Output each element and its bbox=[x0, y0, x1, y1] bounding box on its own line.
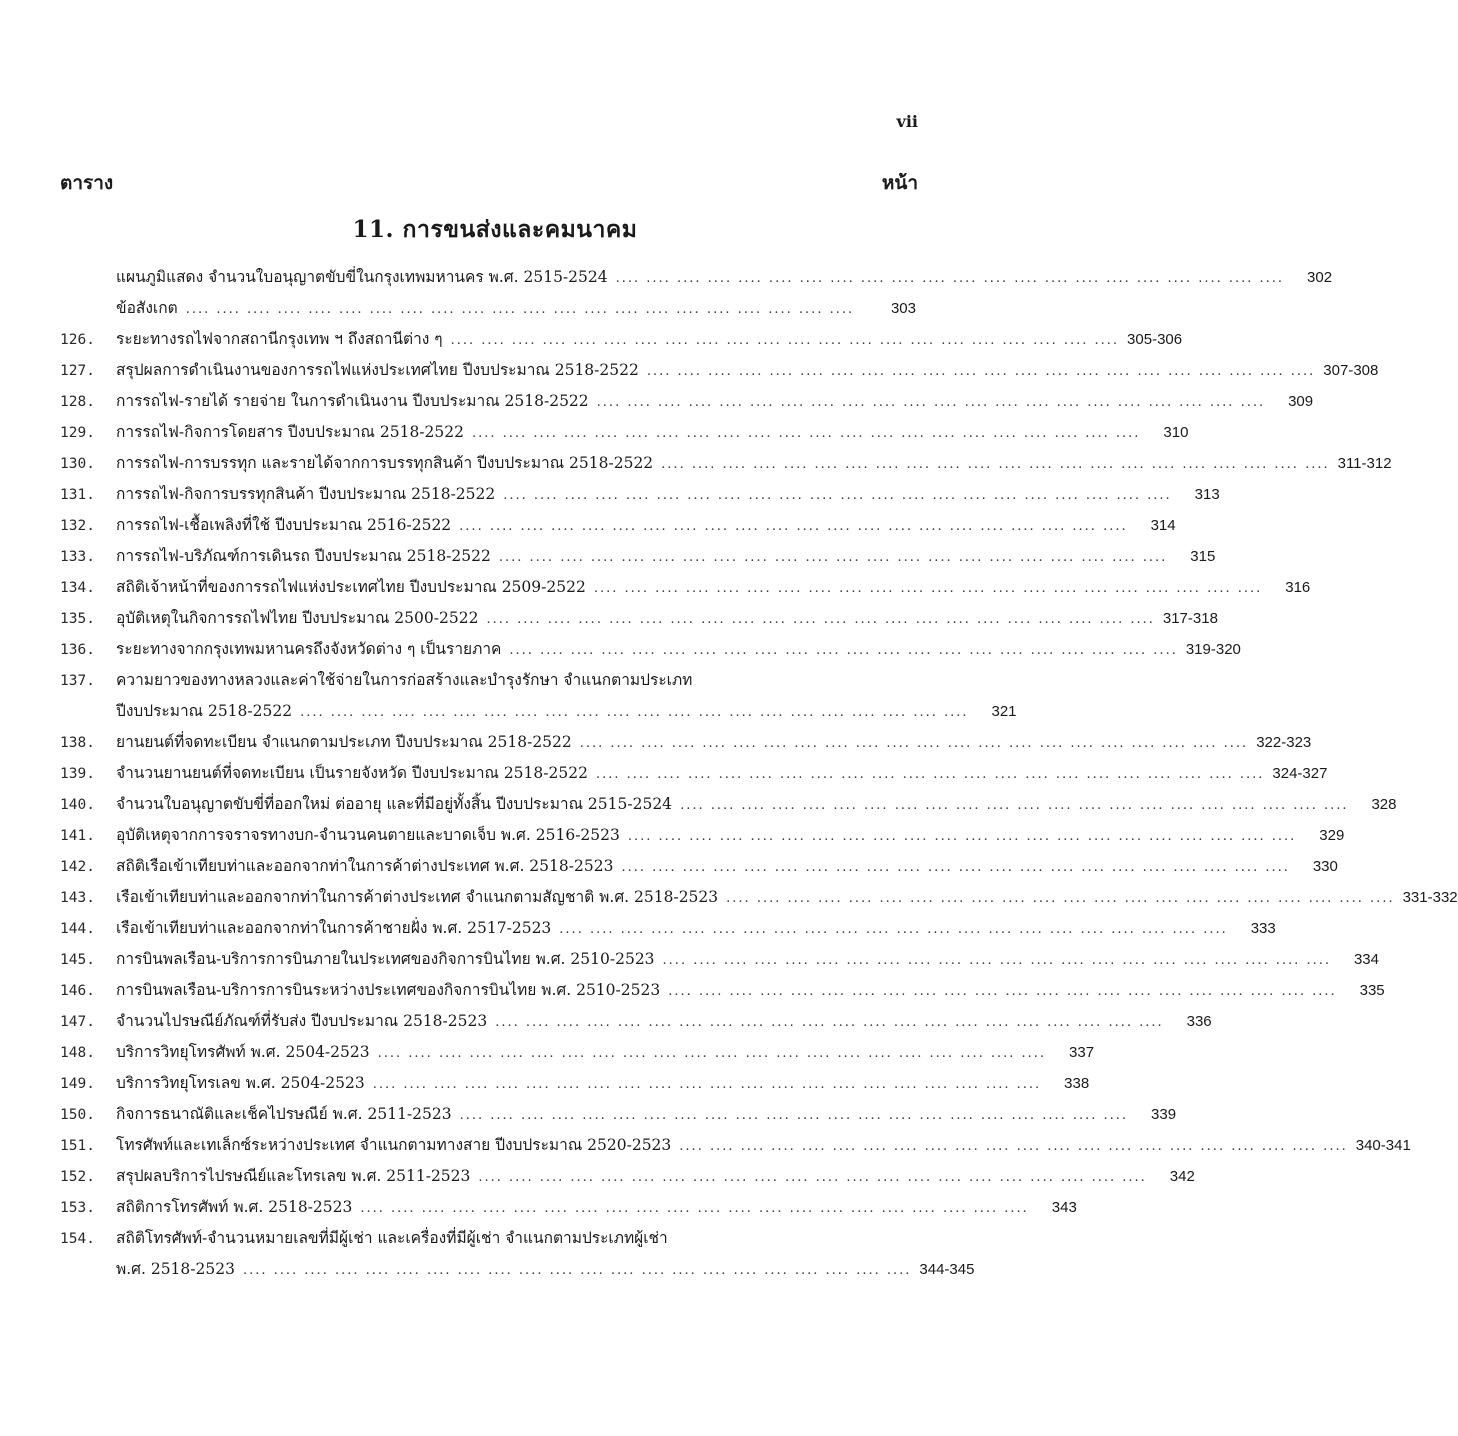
entry-number: 127. bbox=[60, 363, 95, 379]
toc-entry bbox=[60, 758, 1328, 789]
entry-page: 315 bbox=[1190, 548, 1216, 565]
entry-title: การบินพลเรือน-บริการการบินภายในประเทศของกิจการบินไทย พ.ศ. 2510-2523 bbox=[116, 950, 655, 968]
entry-title: ระยะทางจากกรุงเทพมหานครถึงจังหวัดต่าง ๆ เป็นรายภาค bbox=[116, 640, 502, 658]
entry-title: สถิติเจ้าหน้าที่ของการรถไฟแห่งประเทศไทย ปีงบประมาณ 2509-2522 bbox=[116, 578, 586, 596]
toc-entry bbox=[60, 820, 1345, 851]
dot-leader bbox=[718, 883, 1402, 914]
entry-title: การรถไฟ-บริภัณฑ์การเดินรถ ปีงบประมาณ 2518-2522 bbox=[116, 547, 491, 565]
toc-entry-line bbox=[60, 1254, 975, 1285]
toc-entry-line bbox=[60, 665, 916, 696]
dot-leader bbox=[572, 728, 1256, 759]
entry-title-continued: ปีงบประมาณ 2518-2522 bbox=[116, 702, 293, 720]
toc-entry bbox=[60, 1099, 1177, 1130]
entry-page: 324-327 bbox=[1272, 765, 1328, 782]
toc-entry bbox=[60, 913, 1276, 944]
entry-number: 138. bbox=[60, 735, 95, 751]
entry-title: ข้อสังเกต bbox=[116, 299, 178, 317]
entry-title: ยานยนต์ที่จดทะเบียน จำแนกตามประเภท ปีงบประมาณ 2518-2522 bbox=[116, 733, 572, 751]
entry-number: 126. bbox=[60, 332, 95, 348]
toc-entry bbox=[60, 262, 1333, 293]
entry-page: 309 bbox=[1288, 393, 1314, 410]
entry-page: 319-320 bbox=[1185, 641, 1241, 658]
entry-number: 136. bbox=[60, 642, 95, 658]
dot-leader bbox=[655, 945, 1339, 976]
toc-entry bbox=[60, 448, 1392, 479]
toc-entry bbox=[60, 479, 1220, 510]
toc-entry bbox=[60, 417, 1189, 448]
column-header-page: หน้า bbox=[881, 172, 918, 194]
entry-title: แผนภูมิแสดง จำนวนใบอนุญาตขับขี่ในกรุงเทพมหานคร พ.ศ. 2515-2524 bbox=[116, 268, 608, 286]
toc-entry bbox=[60, 665, 1017, 727]
entry-title: อุบัติเหตุจากการจราจรทางบก-จำนวนคนตายและบาดเจ็บ พ.ศ. 2516-2523 bbox=[116, 826, 620, 844]
dot-leader bbox=[470, 1162, 1154, 1193]
toc-entry bbox=[60, 1037, 1095, 1068]
toc-entry bbox=[60, 603, 1218, 634]
toc-entry bbox=[60, 1006, 1212, 1037]
entry-title: การรถไฟ-กิจการบรรทุกสินค้า ปีงบประมาณ 2518-2522 bbox=[116, 485, 496, 503]
entry-title: บริการวิทยุโทรศัพท์ พ.ศ. 2504-2523 bbox=[116, 1043, 370, 1061]
entry-page: 303 bbox=[890, 300, 916, 317]
page-number: vii bbox=[896, 112, 918, 131]
toc-entry bbox=[60, 851, 1338, 882]
entry-number: 151. bbox=[60, 1138, 95, 1154]
toc-entry bbox=[60, 572, 1311, 603]
dot-leader bbox=[639, 356, 1323, 387]
toc-entry bbox=[60, 1161, 1195, 1192]
entry-page: 329 bbox=[1319, 827, 1345, 844]
entry-title: กิจการธนาณัติและเช็คไปรษณีย์ พ.ศ. 2511-2523 bbox=[116, 1105, 452, 1123]
toc-entry bbox=[60, 541, 1216, 572]
entry-number: 141. bbox=[60, 828, 95, 844]
entry-number: 132. bbox=[60, 518, 95, 534]
toc-entry bbox=[60, 1223, 975, 1285]
toc-entry bbox=[60, 324, 1183, 355]
toc-entry bbox=[60, 386, 1314, 417]
dot-leader bbox=[589, 387, 1273, 418]
entry-page: 330 bbox=[1312, 858, 1338, 875]
entry-title: โทรศัพท์และเทเล็กซ์ระหว่างประเทศ จำแนกตามทางสาย ปีงบประมาณ 2520-2523 bbox=[116, 1136, 672, 1154]
dot-leader bbox=[495, 480, 1179, 511]
entry-page: 333 bbox=[1250, 920, 1276, 937]
entry-number: 152. bbox=[60, 1169, 95, 1185]
entry-title: การรถไฟ-กิจการโดยสาร ปีงบประมาณ 2518-2522 bbox=[116, 423, 464, 441]
dot-leader bbox=[464, 418, 1148, 449]
entry-page: 328 bbox=[1371, 796, 1397, 813]
entry-title: การบินพลเรือน-บริการการบินระหว่างประเทศของกิจการบินไทย พ.ศ. 2510-2523 bbox=[116, 981, 661, 999]
entry-title: สถิติโทรศัพท์-จำนวนหมายเลขที่มีผู้เช่า และเครื่องที่มีผู้เช่า จำแนกตามประเภทผู้เช่า bbox=[116, 1229, 668, 1247]
toc-entry bbox=[60, 293, 916, 324]
dot-leader bbox=[613, 852, 1297, 883]
entry-title: อุบัติเหตุในกิจการรถไฟไทย ปีงบประมาณ 2500-2522 bbox=[116, 609, 479, 627]
entry-number: 144. bbox=[60, 921, 95, 937]
entry-number: 149. bbox=[60, 1076, 95, 1092]
toc-entry bbox=[60, 1068, 1090, 1099]
entry-number: 143. bbox=[60, 890, 95, 906]
entry-page: 302 bbox=[1307, 269, 1333, 286]
entry-number: 153. bbox=[60, 1200, 95, 1216]
entry-number: 128. bbox=[60, 394, 95, 410]
dot-leader bbox=[608, 263, 1292, 294]
dot-leader bbox=[478, 604, 1162, 635]
entry-page: 340-341 bbox=[1355, 1137, 1411, 1154]
entry-number: 154. bbox=[60, 1231, 95, 1247]
entry-number: 146. bbox=[60, 983, 95, 999]
entry-page: 344-345 bbox=[919, 1261, 975, 1278]
entry-page: 311-312 bbox=[1337, 455, 1392, 472]
entry-page: 317-318 bbox=[1162, 610, 1218, 627]
entry-title: จำนวนยานยนต์ที่จดทะเบียน เป็นรายจังหวัด ปีงบประมาณ 2518-2522 bbox=[116, 764, 588, 782]
dot-leader bbox=[501, 635, 1185, 666]
entry-title-continued: พ.ศ. 2518-2523 bbox=[116, 1260, 235, 1278]
dot-leader bbox=[452, 1100, 1136, 1131]
entry-title: สถิติเรือเข้าเทียบท่าและออกจากท่าในการค้าต่างประเทศ พ.ศ. 2518-2523 bbox=[116, 857, 614, 875]
entry-title: การรถไฟ-การบรรทุก และรายได้จากการบรรทุกสินค้า ปีงบประมาณ 2518-2522 bbox=[116, 454, 654, 472]
entry-number: 150. bbox=[60, 1107, 95, 1123]
entry-number: 140. bbox=[60, 797, 95, 813]
toc-entry bbox=[60, 944, 1379, 975]
toc-entry bbox=[60, 355, 1379, 386]
entry-page: 339 bbox=[1151, 1106, 1177, 1123]
entry-number: 129. bbox=[60, 425, 95, 441]
entry-page: 316 bbox=[1285, 579, 1311, 596]
dot-leader bbox=[487, 1007, 1171, 1038]
entry-page: 334 bbox=[1353, 951, 1379, 968]
dot-leader bbox=[588, 759, 1272, 790]
entry-page: 343 bbox=[1051, 1199, 1077, 1216]
entry-number: 131. bbox=[60, 487, 95, 503]
toc-entry bbox=[60, 727, 1312, 758]
dot-leader bbox=[586, 573, 1270, 604]
entry-page: 322-323 bbox=[1256, 734, 1312, 751]
entry-title: เรือเข้าเทียบท่าและออกจากท่าในการค้าต่างประเทศ จำแนกตามสัญชาติ พ.ศ. 2518-2523 bbox=[116, 888, 719, 906]
entry-number: 134. bbox=[60, 580, 95, 596]
dot-leader bbox=[620, 821, 1304, 852]
toc-entry bbox=[60, 1130, 1411, 1161]
entry-number: 145. bbox=[60, 952, 95, 968]
entry-page: 321 bbox=[991, 703, 1017, 720]
table-of-contents bbox=[60, 262, 1458, 1285]
dot-leader bbox=[235, 1255, 919, 1286]
entry-page: 310 bbox=[1163, 424, 1189, 441]
dot-leader bbox=[292, 697, 976, 728]
entry-title: จำนวนไปรษณีย์ภัณฑ์ที่รับส่ง ปีงบประมาณ 2518-2523 bbox=[116, 1012, 488, 1030]
toc-entry-line bbox=[60, 696, 1017, 727]
dot-leader bbox=[671, 1131, 1355, 1162]
toc-entry bbox=[60, 1192, 1077, 1223]
dot-leader bbox=[653, 449, 1337, 480]
entry-page: 331-332 bbox=[1402, 889, 1458, 906]
entry-title: เรือเข้าเทียบท่าและออกจากท่าในการค้าชายฝั่ง พ.ศ. 2517-2523 bbox=[116, 919, 552, 937]
toc-entry bbox=[60, 882, 1458, 913]
dot-leader bbox=[551, 914, 1235, 945]
toc-entry bbox=[60, 789, 1397, 820]
entry-number: 147. bbox=[60, 1014, 95, 1030]
toc-entry bbox=[60, 975, 1385, 1006]
entry-number: 148. bbox=[60, 1045, 95, 1061]
entry-page: 335 bbox=[1359, 982, 1385, 999]
entry-title: บริการวิทยุโทรเลข พ.ศ. 2504-2523 bbox=[116, 1074, 365, 1092]
entry-page: 337 bbox=[1069, 1044, 1095, 1061]
toc-entry bbox=[60, 634, 1241, 665]
entry-number: 135. bbox=[60, 611, 95, 627]
toc-entry bbox=[60, 510, 1176, 541]
section-title: 11. การขนส่งและคมนาคม bbox=[352, 216, 638, 243]
dot-leader bbox=[672, 790, 1356, 821]
entry-title: การรถไฟ-เชื้อเพลิงที่ใช้ ปีงบประมาณ 2516-2522 bbox=[116, 516, 452, 534]
entry-page: 342 bbox=[1169, 1168, 1195, 1185]
dot-leader bbox=[365, 1069, 1049, 1100]
entry-page: 338 bbox=[1064, 1075, 1090, 1092]
entry-page: 336 bbox=[1186, 1013, 1212, 1030]
dot-leader bbox=[178, 294, 876, 325]
entry-number: 139. bbox=[60, 766, 95, 782]
entry-page: 307-308 bbox=[1323, 362, 1379, 379]
entry-page: 305-306 bbox=[1127, 331, 1183, 348]
entry-title: สรุปผลการดำเนินงานของการรถไฟแห่งประเทศไทย ปีงบประมาณ 2518-2522 bbox=[116, 361, 639, 379]
entry-number: 137. bbox=[60, 673, 95, 689]
entry-title: การรถไฟ-รายได้ รายจ่าย ในการดำเนินงาน ปีงบประมาณ 2518-2522 bbox=[116, 392, 589, 410]
column-header-table: ตาราง bbox=[60, 172, 114, 194]
entry-number: 130. bbox=[60, 456, 95, 472]
entry-title: ความยาวของทางหลวงและค่าใช้จ่ายในการก่อสร้างและบำรุงรักษา จำแนกตามประเภท bbox=[116, 671, 693, 689]
dot-leader bbox=[443, 325, 1127, 356]
entry-number: 133. bbox=[60, 549, 95, 565]
dot-leader bbox=[370, 1038, 1054, 1069]
entry-title: จำนวนใบอนุญาตขับขี่ที่ออกใหม่ ต่ออายุ และที่มีอยู่ทั้งสิ้น ปีงบประมาณ 2515-2524 bbox=[116, 795, 673, 813]
dot-leader bbox=[491, 542, 1175, 573]
entry-number: 142. bbox=[60, 859, 95, 875]
entry-page: 313 bbox=[1194, 486, 1220, 503]
dot-leader bbox=[352, 1193, 1036, 1224]
dot-leader bbox=[660, 976, 1344, 1007]
toc-entry-line bbox=[60, 1223, 916, 1254]
dot-leader bbox=[451, 511, 1135, 542]
entry-title: ระยะทางรถไฟจากสถานีกรุงเทพ ฯ ถึงสถานีต่าง ๆ bbox=[116, 330, 443, 348]
entry-page: 314 bbox=[1150, 517, 1176, 534]
entry-title: สถิติการโทรศัพท์ พ.ศ. 2518-2523 bbox=[116, 1198, 353, 1216]
entry-title: สรุปผลบริการไปรษณีย์และโทรเลข พ.ศ. 2511-2523 bbox=[116, 1167, 471, 1185]
